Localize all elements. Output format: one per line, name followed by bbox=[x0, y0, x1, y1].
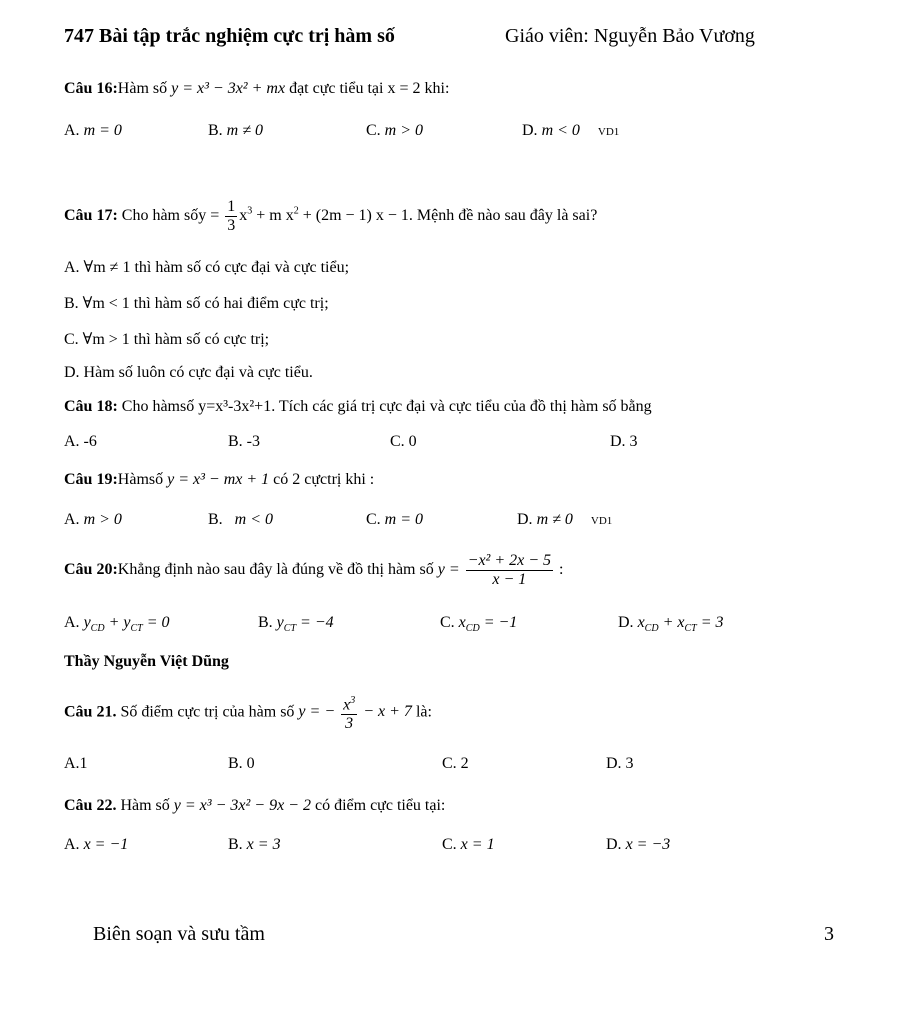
page-number: 3 bbox=[824, 923, 834, 945]
teacher-name: Giáo viên: Nguyễn Bảo Vương bbox=[505, 25, 755, 47]
option-c[interactable]: C. x = 1 bbox=[442, 836, 495, 853]
option-b[interactable]: B. $y_{CT} = -4$ bbox=[258, 614, 334, 635]
question-label: Câu 21. bbox=[64, 703, 117, 721]
question-label: Câu 19: bbox=[64, 471, 118, 488]
option-c[interactable]: C. m = 0 bbox=[366, 511, 424, 528]
question-label: Câu 18: bbox=[64, 398, 118, 415]
question-label: Câu 16: bbox=[64, 80, 118, 97]
question-17 bbox=[64, 198, 597, 235]
question-formula: y = x³ − 3x² − 9x − 2 bbox=[173, 797, 311, 814]
question-label: Câu 22. bbox=[64, 797, 117, 814]
question-22 bbox=[64, 797, 445, 815]
option-c[interactable]: C. 0 bbox=[390, 433, 417, 450]
option-d[interactable]: D. 3 bbox=[606, 755, 634, 772]
option-d[interactable]: D. m < 0 VD1 bbox=[522, 122, 620, 139]
question-21 bbox=[64, 692, 432, 733]
option-b[interactable]: B. m < 0 bbox=[208, 511, 274, 528]
question-formula: y = x³ − mx + 1 bbox=[167, 471, 270, 488]
option-d[interactable]: D. m ≠ 0 VD1 bbox=[517, 511, 613, 528]
option-a[interactable]: A. -6 bbox=[64, 433, 97, 450]
option-b[interactable]: B. -3 bbox=[228, 433, 260, 450]
question-text: có điểm cực tiểu tại: bbox=[314, 797, 446, 814]
option-c[interactable]: C. m > 0 bbox=[366, 122, 424, 139]
question-text: Khẳng định nào sau đây là đúng về đồ thị hàm số bbox=[117, 561, 434, 579]
option-b[interactable]: B. x = 3 bbox=[228, 836, 281, 853]
question-text: là: bbox=[415, 703, 432, 721]
question-19 bbox=[64, 471, 374, 489]
question-label: Câu 17: bbox=[64, 207, 118, 225]
option-d[interactable]: D. x = −3 bbox=[606, 836, 671, 853]
option-d[interactable]: D. Hàm số luôn có cực đại và cực tiểu. bbox=[64, 364, 313, 381]
question-18 bbox=[64, 398, 652, 416]
question-16 bbox=[64, 80, 449, 98]
fraction-formula: $\frac{\text{−x² + 2x − 5}}{x - 1}$ bbox=[467, 552, 552, 588]
option-a[interactable]: A. m = 0 bbox=[64, 122, 122, 139]
option-c[interactable]: C. $x_{CD} = -1$ bbox=[440, 614, 518, 635]
option-a[interactable]: A. m > 0 bbox=[64, 511, 122, 528]
question-text: Hàm số bbox=[117, 80, 168, 97]
option-c[interactable]: C. ∀m > 1 thì hàm số có cực trị; bbox=[64, 331, 270, 348]
difficulty-tag: VD1 bbox=[590, 515, 613, 527]
question-text: Cho hàmsố y=x³-3x²+1. Tích các giá trị cực đại và cực tiểu của đồ thị hàm số bằng bbox=[121, 398, 652, 415]
question-formula: y = x³ − 3x² + mx bbox=[171, 80, 286, 97]
option-b[interactable]: B. ∀m < 1 thì hàm số có hai điểm cực trị; bbox=[64, 295, 329, 312]
question-label: Câu 20: bbox=[64, 561, 118, 579]
question-text: Hàm số bbox=[120, 797, 170, 814]
option-b[interactable]: B. 0 bbox=[228, 755, 255, 772]
question-text: Cho hàm số bbox=[121, 207, 199, 225]
question-20: Câu 20:Khẳng định nào sau đây là đúng về đồ thị hàm số y = $\frac{\text{−x² + 2x − 5}}{x - 1}$ : bbox=[64, 552, 564, 588]
author-name: Thầy Nguyễn Việt Dũng bbox=[64, 653, 229, 670]
question-text: Số điểm cực trị của hàm số bbox=[120, 703, 295, 721]
footer-text: Biên soạn và sưu tầm bbox=[93, 923, 265, 945]
option-d[interactable]: D. $x_{CD} + x_{CT} = 3$ bbox=[618, 614, 724, 635]
question-text: Hàmsố bbox=[117, 471, 164, 488]
option-b[interactable]: B. m ≠ 0 bbox=[208, 122, 264, 139]
option-c[interactable]: C. 2 bbox=[442, 755, 469, 772]
question-formula: y = $\frac{1}{3}$ $x^3 + m$ $x^2 + (2m - 1) x - 1$ bbox=[198, 198, 409, 234]
option-a[interactable]: A. ∀m ≠ 1 thì hàm số có cực đại và cực tiểu; bbox=[64, 259, 350, 276]
question-text: có 2 cựctrị khi : bbox=[273, 471, 375, 488]
option-a[interactable]: A. $y_{CD} + y_{CT} = 0$ bbox=[64, 614, 170, 635]
page-title: 747 Bài tập trắc nghiệm cực trị hàm số bbox=[64, 25, 395, 47]
question-text: . Mệnh đề nào sau đây là sai? bbox=[408, 207, 598, 225]
question-formula: y = − $\frac{x^3}{3}$ − x + 7 bbox=[298, 703, 412, 720]
option-a[interactable]: A.1 bbox=[64, 755, 88, 772]
option-a[interactable]: A. x = −1 bbox=[64, 836, 129, 853]
difficulty-tag: VD1 bbox=[597, 126, 620, 138]
question-text: đạt cực tiểu tại x = 2 khi: bbox=[289, 80, 450, 97]
option-d[interactable]: D. 3 bbox=[610, 433, 638, 450]
